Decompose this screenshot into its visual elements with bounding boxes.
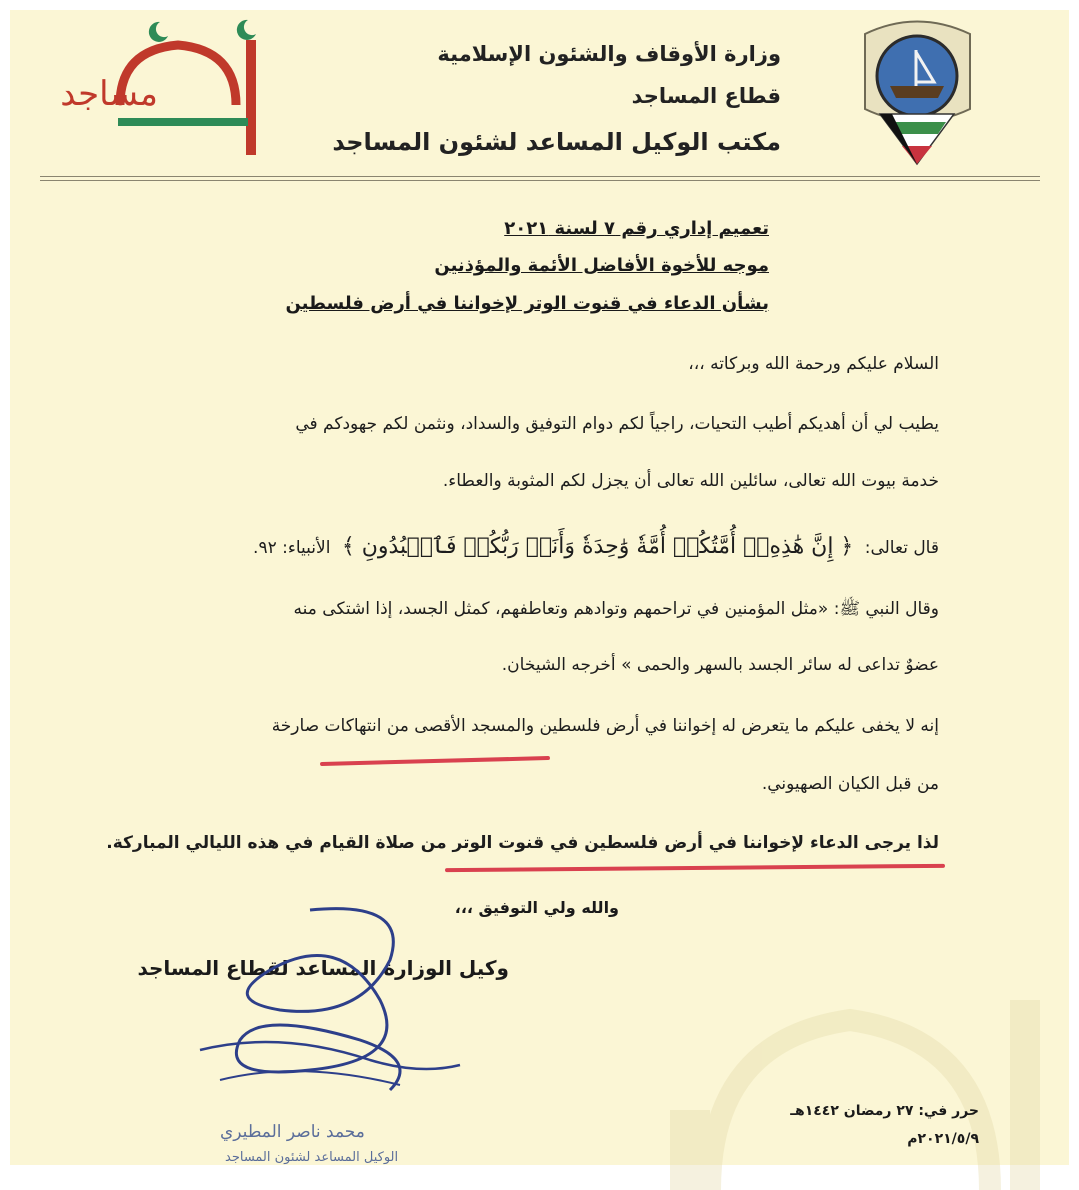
circular-subject: بشأن الدعاء في قنوت الوتر لإخواننا في أرض فلسطين [285,293,769,314]
request-paragraph: لذا يرجى الدعاء لإخواننا في أرض فلسطين في قنوت الوتر من صلاة القيام في هذه الليالي المباركة. [106,833,939,853]
highlight-underline [445,864,945,872]
paragraph-line: وقال النبي ﷺ: «مثل المؤمنين في تراحمهم وتوادهم وتعاطفهم، كمثل الجسد، إذا اشتكى منه [293,599,939,619]
gregorian-date: ٢٠٢١/٥/٩م [907,1131,979,1147]
hijri-date: حرر في: ٢٧ رمضان ١٤٤٢هـ [790,1103,979,1119]
quran-verse: ﴿ إِنَّ هَٰذِهِۦٓ أُمَّتُكُمۡ أُمَّةٗ وَٰحِدَةٗ وَأَنَا۠ رَبُّكُمۡ فَٱعۡبُدُونِ ﴾ [341,534,854,559]
paragraph-line: إنه لا يخفى عليكم ما يتعرض له إخواننا في أرض فلسطين والمسجد الأقصى من انتهاكات صارخة [271,716,939,736]
office-name: مكتب الوكيل المساعد لشئون المساجد [332,128,781,156]
verse-reference: الأنبياء: ٩٢. [253,538,331,558]
header-divider [40,180,1040,181]
closing-phrase: والله ولي التوفيق ،،، [454,898,619,917]
header-divider [40,176,1040,177]
paragraph-line: من قبل الكيان الصهيوني. [761,774,939,794]
circular-audience: موجه للأخوة الأفاضل الأئمة والمؤذنين [434,255,769,276]
paragraph-line: خدمة بيوت الله تعالى، سائلين الله تعالى أن يجزل لكم المثوبة والعطاء. [442,471,939,491]
signatory-title: وكيل الوزارة المساعد لقطاع المساجد [137,956,509,980]
circular-title: تعميم إداري رقم ٧ لسنة ٢٠٢١ [504,218,769,239]
signature-icon [160,890,480,1110]
verse-intro: قال تعالى: [864,538,939,558]
masajid-logo [60,10,268,160]
document-page [10,10,1069,1165]
paragraph-line: يطيب لي أن أهديكم أطيب التحيات، راجياً لكم دوام التوفيق والسداد، ونثمن لكم جهودكم في [295,414,939,434]
ministry-name: وزارة الأوقاف والشئون الإسلامية [437,42,781,66]
highlight-underline [320,756,550,766]
paragraph-line: عضوٌ تداعى له سائر الجسد بالسهر والحمى » أخرجه الشيخان. [501,655,939,675]
verse-line [139,534,939,559]
sector-name: قطاع المساجد [631,84,781,108]
greeting: السلام عليكم ورحمة الله وبركاته ،،، [688,354,939,374]
logo-text: مساجد [60,74,158,114]
stamp-name: محمد ناصر المطيري [220,1122,365,1142]
watermark-logo [650,960,1070,1190]
state-emblem-icon [850,14,985,174]
stamp-title: الوكيل المساعد لشئون المساجد [225,1150,399,1165]
